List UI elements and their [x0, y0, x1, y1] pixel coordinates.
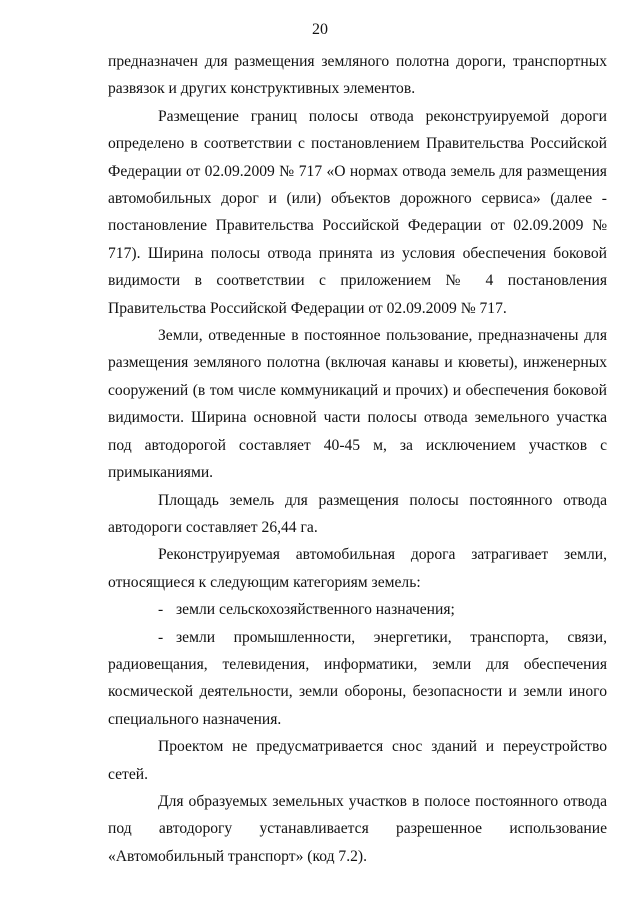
paragraph-land-area: Площадь земель для размещения полосы постоянного отвода автодороги составляет 26,44 га.	[108, 491, 607, 536]
document-body	[108, 48, 607, 870]
land-category-list	[108, 596, 607, 733]
list-item	[108, 596, 607, 623]
list-item-text: земли сельскохозяйственного назначения;	[176, 601, 455, 619]
list-marker: -	[158, 601, 164, 619]
list-item-text: земли промышленности, энергетики, транспорта, связи, радиовещания, телевидения, информатики, земли для обеспечения космической деятельности, земли обороны, безопасности и земли иного специального назначения.	[108, 628, 607, 728]
paragraph-allotment-boundaries: Размещение границ полосы отвода реконструируемой дороги определено в соответствии с постановлением Правительства Российской Федерации от 02.09.2009 № 717 «О нормах отвода земель для размещения автомобильных дорог и (или) объектов дорожного сервиса» (далее - постановление Правительства Российской Федерации от 02.09.2009 № 717). Ширина полосы отвода принята из условия обеспечения боковой видимости в соответствии с приложением № 4 постановления Правительства Российской Федерации от 02.09.2009 № 717.	[108, 107, 607, 317]
paragraph-no-demolition: Проектом не предусматривается снос зданий и переустройство сетей.	[108, 738, 607, 783]
list-item	[108, 624, 607, 734]
list-marker: -	[158, 628, 164, 646]
paragraph-permitted-use: Для образуемых земельных участков в полосе постоянного отвода под автодорогу устанавливается разрешенное использование «Автомобильный транспорт» (код 7.2).	[108, 792, 607, 865]
paragraph-continuation: предназначен для размещения земляного полотна дороги, транспортных развязок и других конструктивных элементов.	[108, 53, 607, 98]
paragraph-permanent-use-lands: Земли, отведенные в постоянное пользование, предназначены для размещения земляного полотна (включая канавы и кюветы), инженерных сооружений (в том числе коммуникаций и прочих) и обеспечения боковой видимости. Ширина основной части полосы отвода земельного участка под автодорогой составляет 40-45 м, за исключением участков с примыканиями.	[108, 327, 607, 482]
paragraph-land-categories: Реконструируемая автомобильная дорога затрагивает земли, относящиеся к следующим категориям земель:	[108, 546, 607, 591]
page-number: 20	[312, 21, 328, 38]
